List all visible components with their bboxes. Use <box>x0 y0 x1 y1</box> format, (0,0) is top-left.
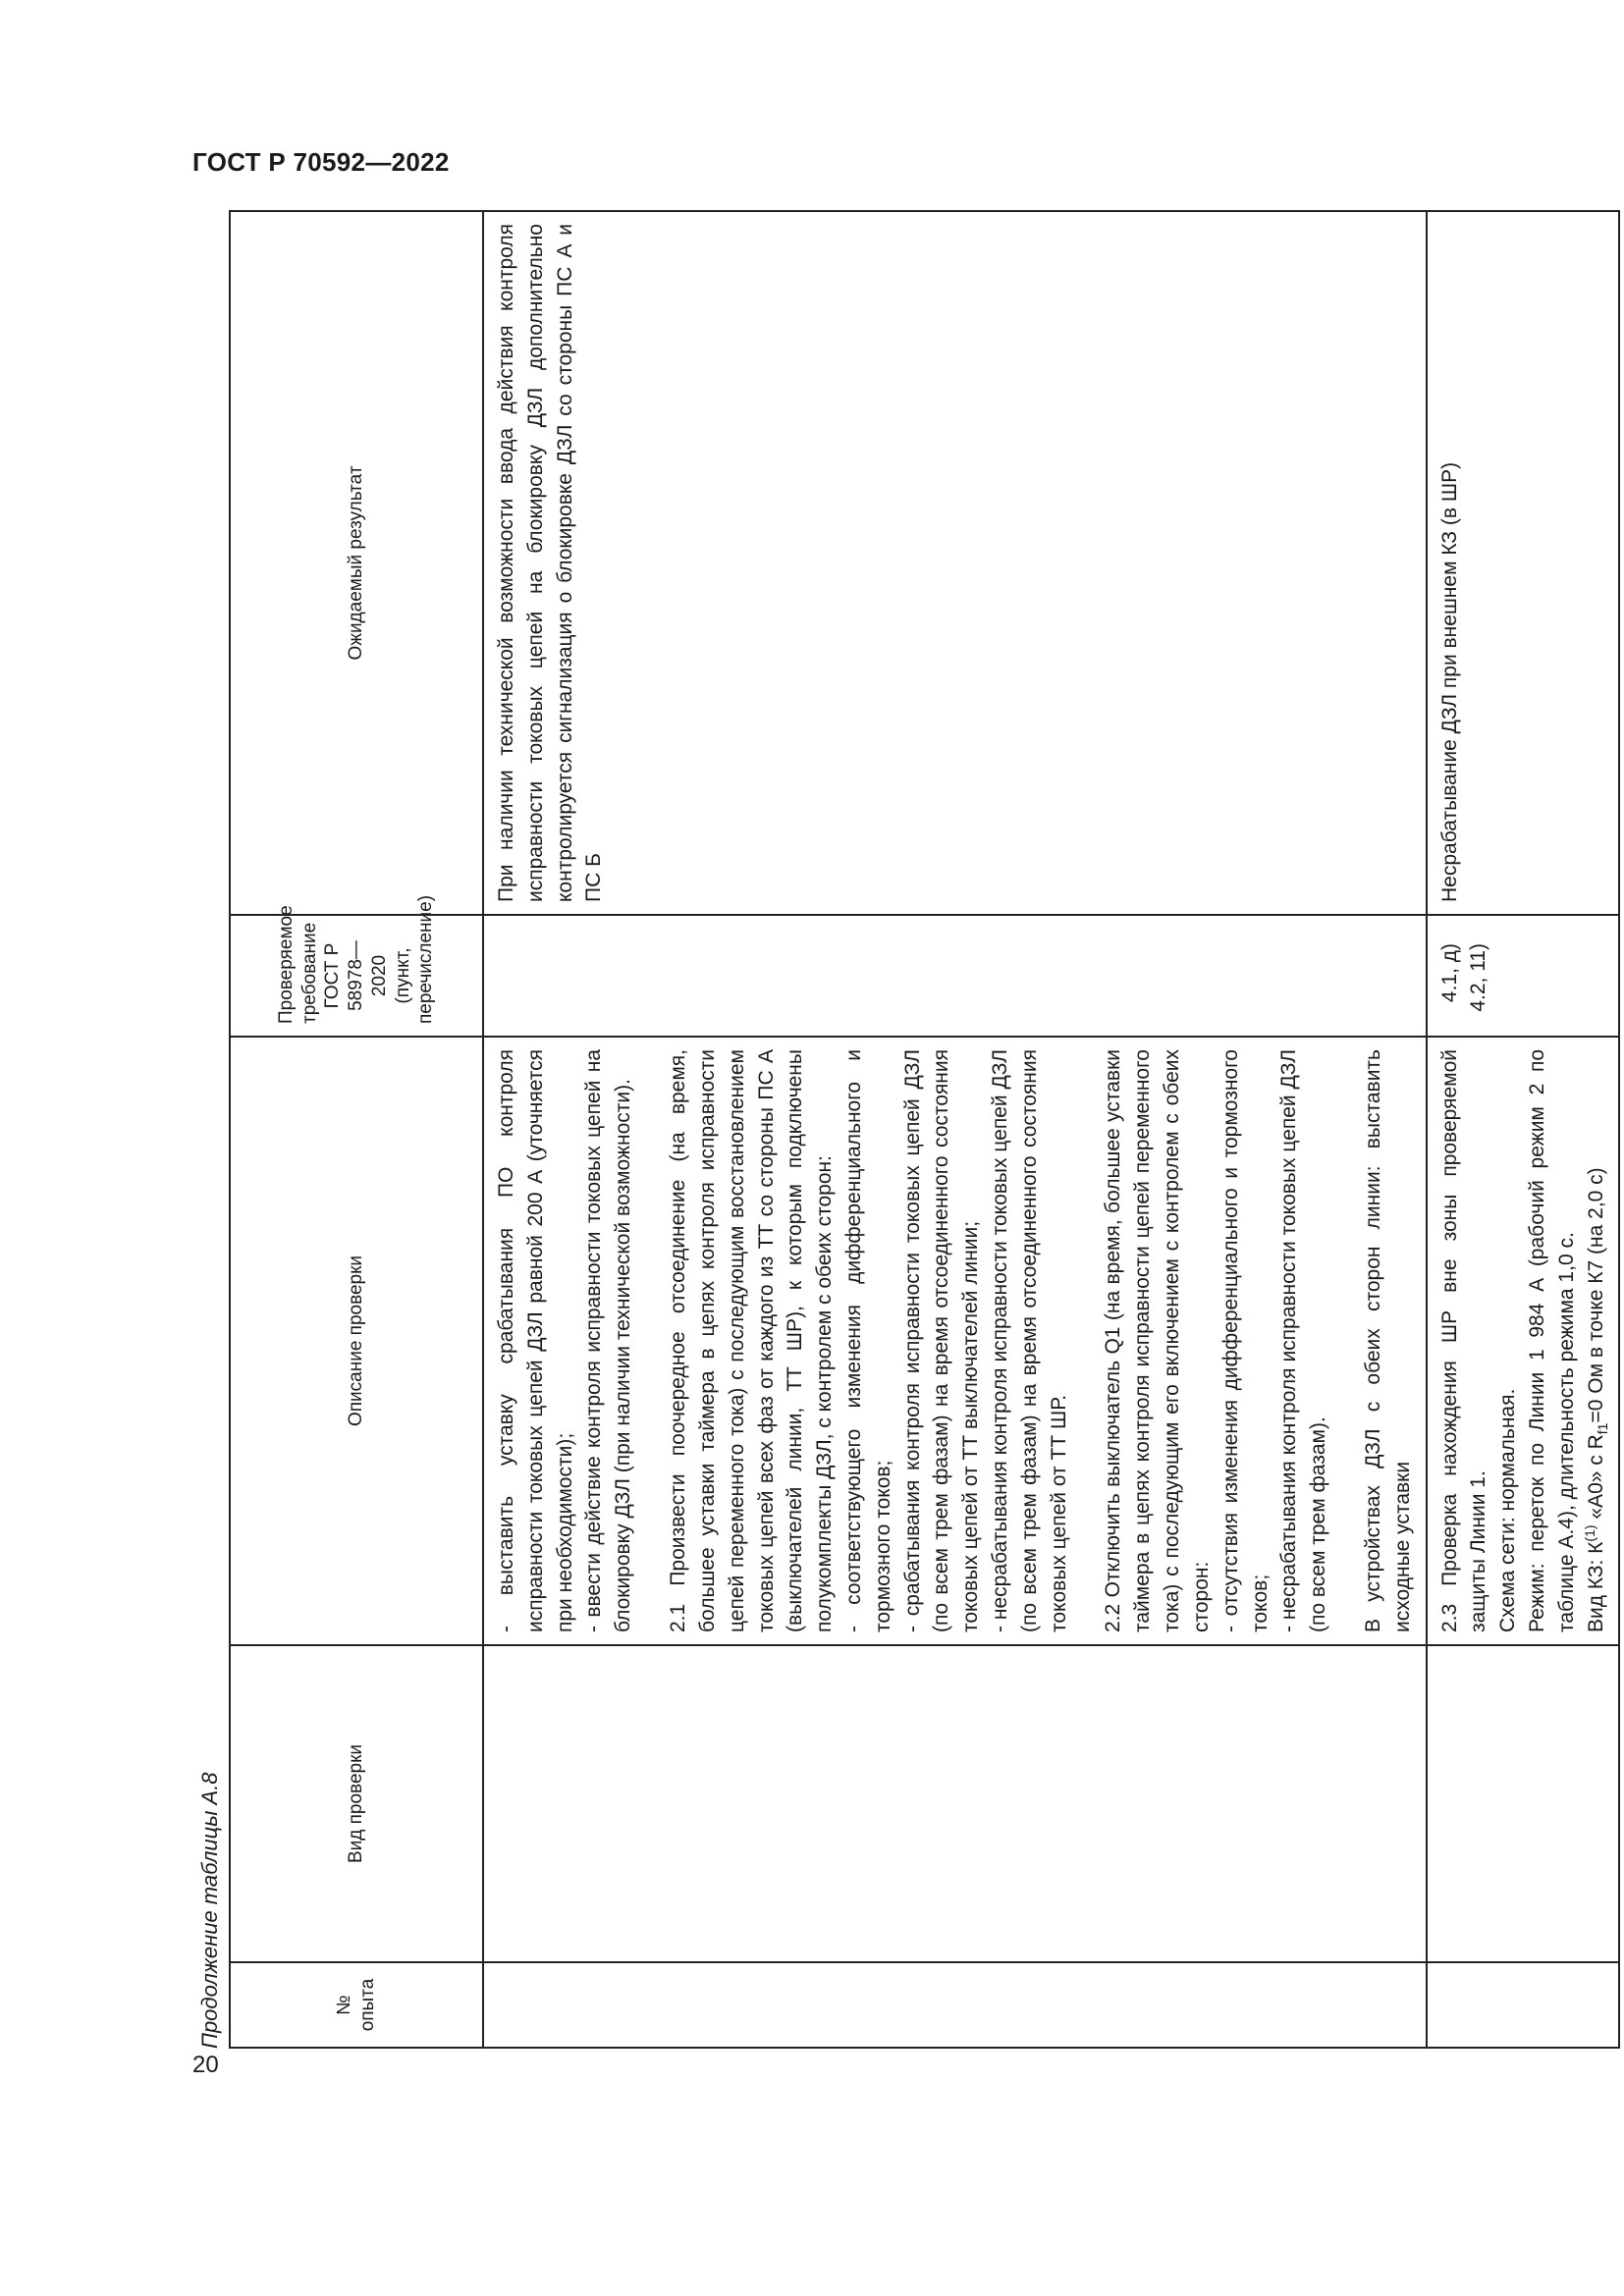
requirement-line: 4.1, д) <box>1437 943 1461 1003</box>
fault-type-text: Вид КЗ: К <box>1584 1541 1607 1632</box>
description-line: - срабатывания контроля исправности токовых цепей ДЗЛ (по всем трем фазам) на время отсоединенного состояния токовых цепей от ТТ выключателей линии; <box>900 1049 983 1632</box>
page-number: 20 <box>192 2052 219 2078</box>
description-line: Схема сети: нормальная. <box>1496 1388 1520 1632</box>
cell-result: При наличии технической возможности ввода действия контроля исправности токовых цепей на блокировку ДЗЛ дополнительно контролируется сигнализация о блокировке ДЗЛ со стороны ПС А и ПС Б <box>483 211 1427 915</box>
cell-description <box>1427 1037 1620 1645</box>
cell-requirement <box>483 915 1427 1037</box>
description-line: - отсутствия изменения дифференциального и тормозного токов; <box>1218 1049 1272 1632</box>
fault-type-superscript: (1) <box>1581 1524 1597 1542</box>
col-header-num: № опыта <box>230 1962 483 2048</box>
table-row <box>1427 211 1620 2048</box>
description-line: - несрабатывания контроля исправности токовых цепей ДЗЛ (по всем трем фазам) на время отсоединенного состояния токовых цепей от ТТ ШР. <box>989 1049 1070 1632</box>
cell-description <box>483 1037 1427 1645</box>
cell-kind <box>1427 1645 1620 1962</box>
requirement-line: 4.2, 11) <box>1467 943 1490 1012</box>
rotated-table-block <box>191 212 1610 2049</box>
document-header: ГОСТ Р 70592—2022 <box>192 147 450 177</box>
cell-kind <box>483 1645 1427 1962</box>
description-line: В устройствах ДЗЛ с обеих сторон линии: выставить исходные уставки <box>1361 1049 1414 1632</box>
description-line: 2.1 Произвести поочередное отсоединение (на время, большее уставки таймера в цепях контроля исправности цепей переменного тока) с последующим восстановлением токовых цепей всех фаз от каждого из ТТ со стороны ПС А (выключателей линии, ТТ ШР), к которым подключены полукомплекты ДЗЛ, с контролем с обеих сторон: <box>667 1049 837 1632</box>
test-table <box>229 210 1620 2049</box>
description-line: 2.3 Проверка нахождения ШР вне зоны проверяемой защиты Линии 1. <box>1437 1049 1490 1632</box>
col-header-requirement: Проверяемое требование ГОСТ Р 58978—2020 (пункт, перечисление) <box>230 915 483 1037</box>
col-header-kind: Вид проверки <box>230 1645 483 1962</box>
table-caption: Продолжение таблицы А.8 <box>197 1772 222 2049</box>
cell-num <box>1427 1962 1620 2048</box>
description-line: - соответствующего изменения дифференциального и тормозного токов; <box>841 1049 894 1632</box>
col-header-description: Описание проверки <box>230 1037 483 1645</box>
description-line: Режим: переток по Линии 1 984 А (рабочий режим 2 по таблице А.4), длительность режима 1,0 с. <box>1526 1049 1578 1632</box>
description-line: 2.2 Отключить выключатель Q1 (на время, большее уставки таймера в цепях контроля исправности цепей переменного тока) с последующим его включением с контролем с обеих сторон: <box>1102 1049 1213 1632</box>
description-line: - выставить уставку срабатывания ПО контроля исправности токовых цепей ДЗЛ равной 200 А (уточняется при необходимости); <box>495 1049 576 1632</box>
col-header-result: Ожидаемый результат <box>230 211 483 915</box>
cell-requirement <box>1427 915 1620 1037</box>
description-line: - ввести действие контроля исправности токовых цепей на блокировку ДЗЛ (при наличии технической возможности). <box>582 1049 635 1632</box>
table-header-row <box>230 211 483 2048</box>
fault-type-text: «А0» с R <box>1584 1434 1607 1525</box>
description-line: - несрабатывания контроля исправности токовых цепей ДЗЛ (по всем трем фазам). <box>1277 1049 1330 1632</box>
fault-type-subscript: f1 <box>1594 1422 1610 1435</box>
cell-result: Несрабатывание ДЗЛ при внешнем КЗ (в ШР) <box>1427 211 1620 915</box>
cell-num <box>483 1962 1427 2048</box>
table-row <box>483 211 1427 2048</box>
description-line <box>1582 1049 1611 1632</box>
fault-type-text: =0 Ом в точке К7 (на 2,0 с) <box>1584 1167 1607 1423</box>
